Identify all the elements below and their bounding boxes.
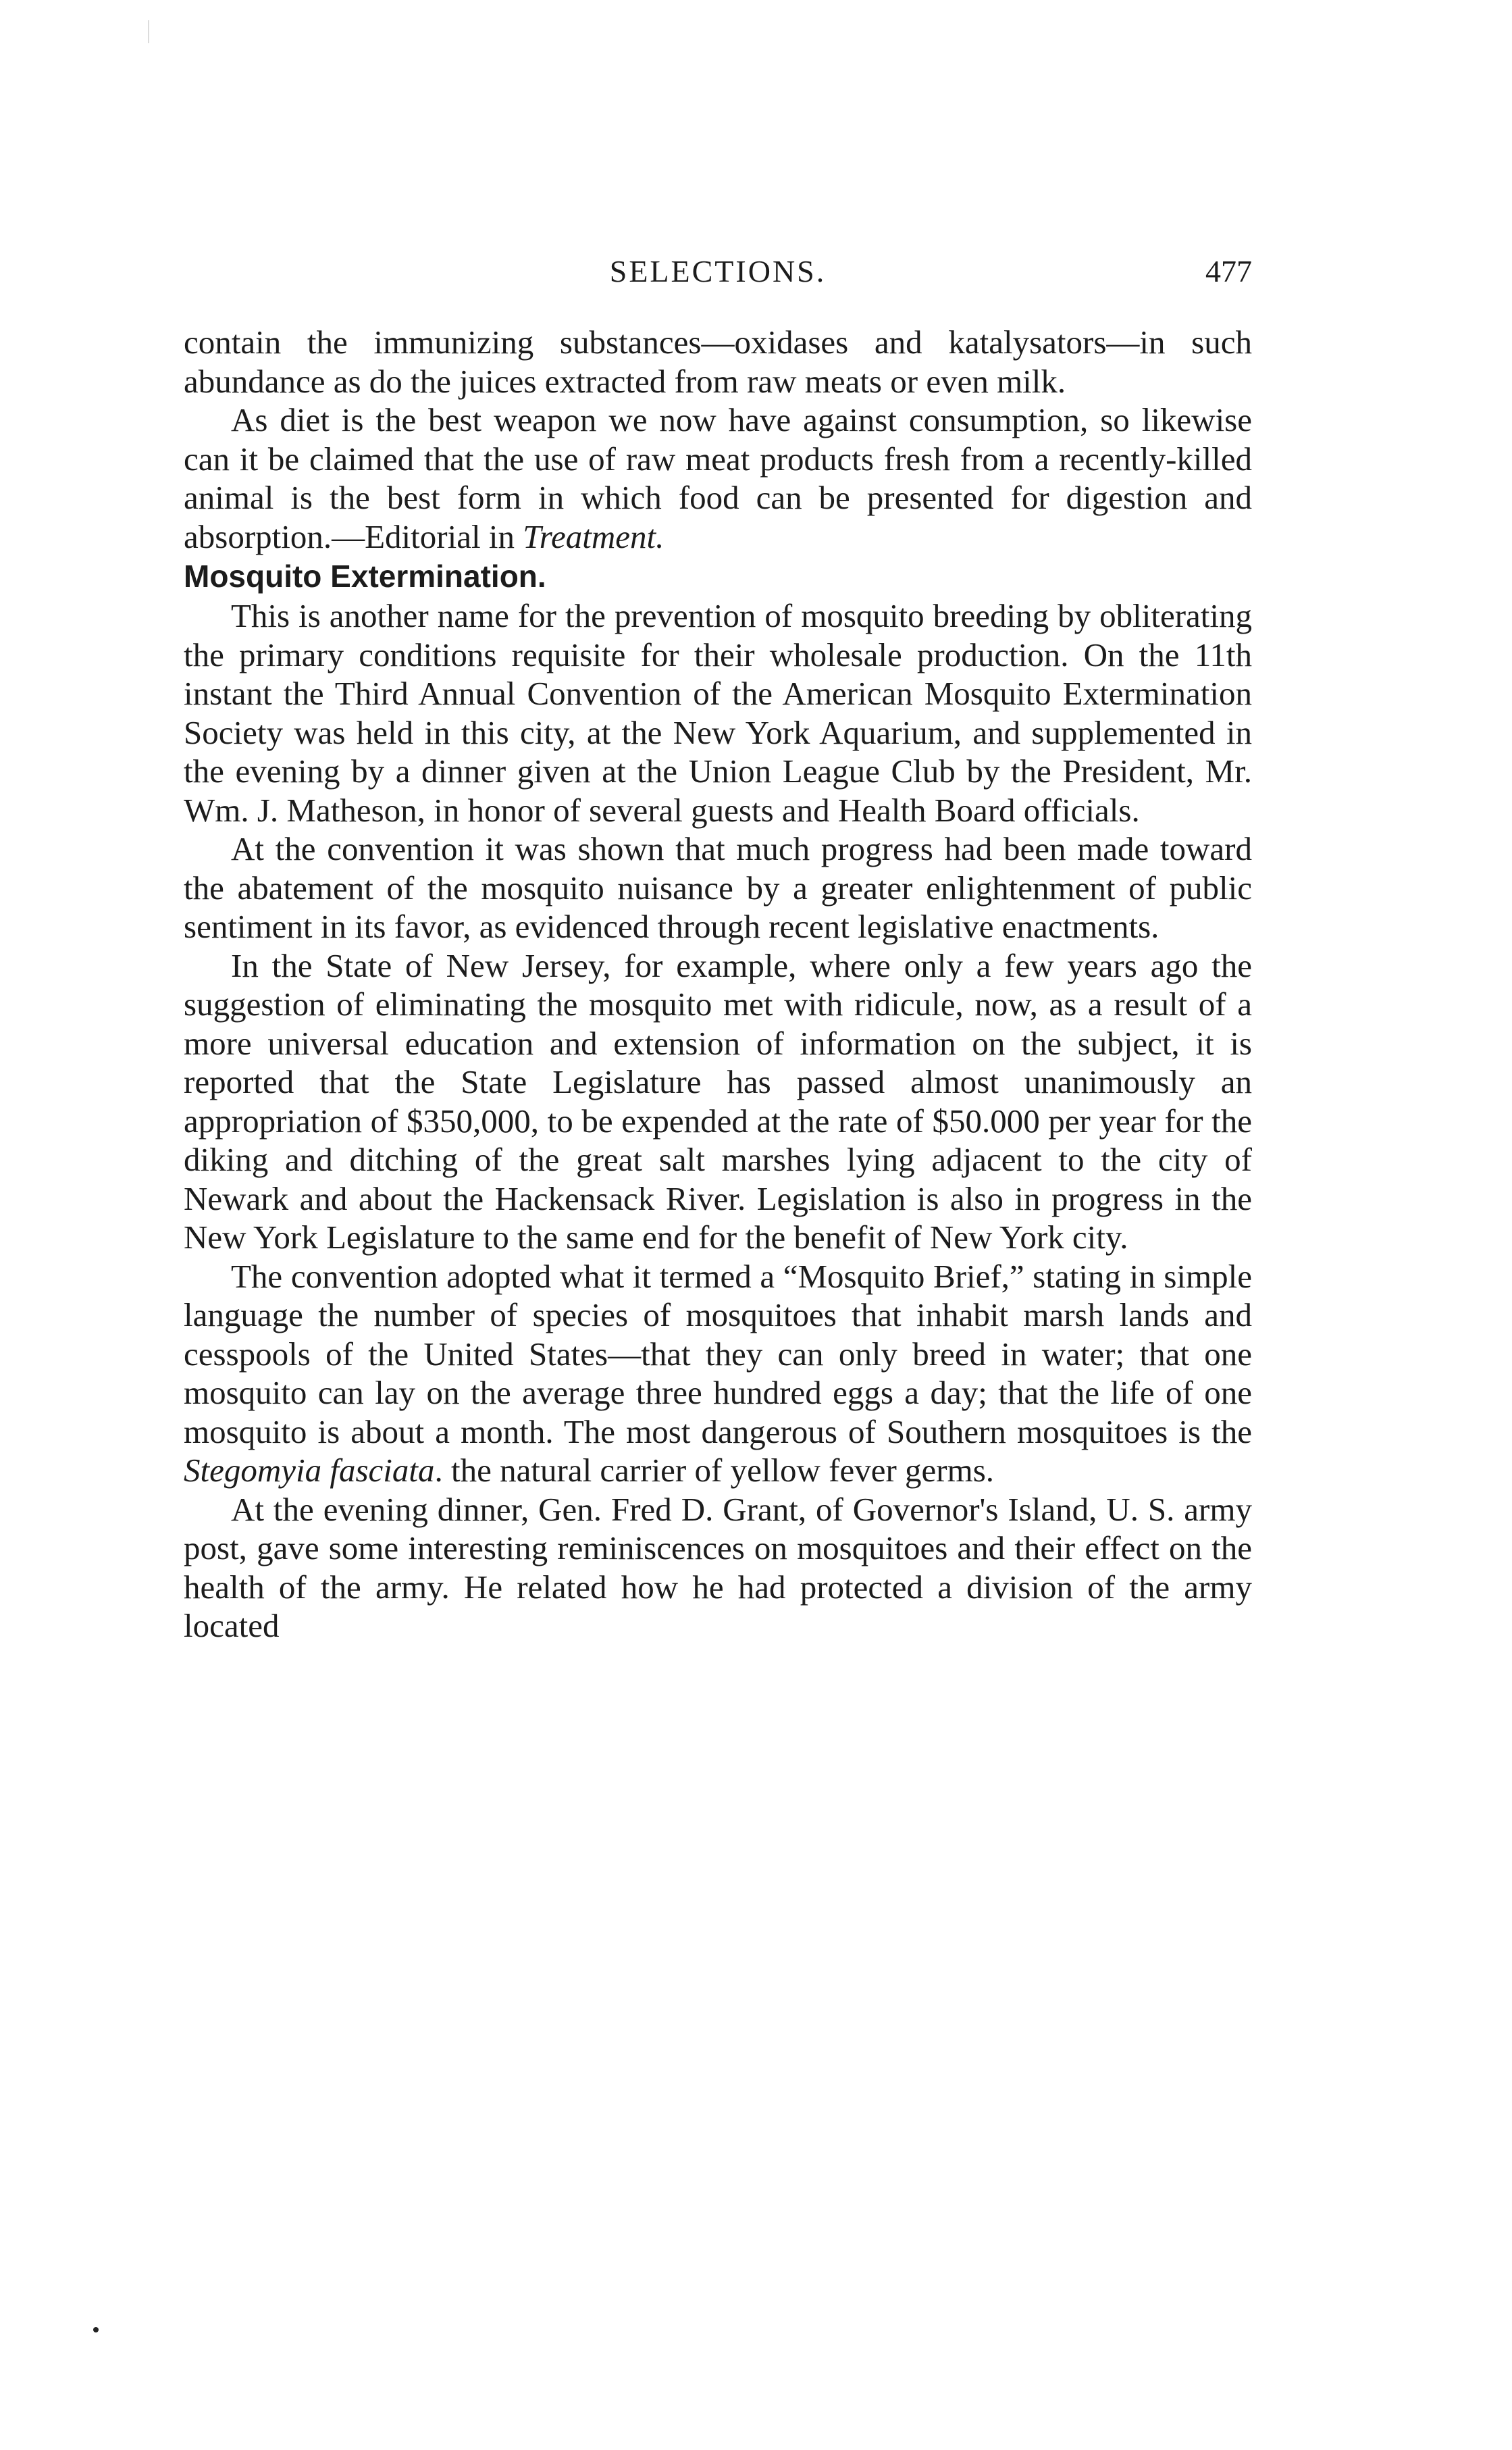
diet-paragraph-text: As diet is the best weapon we now have against consumption, so likewise can it be claimed that the use of raw meat products fresh from a recently-killed animal is the best form in which food can be presented for digestion and absorption.— [184,401,1252,555]
credit-prefix: Editorial in [365,517,523,555]
margin-dot [93,2327,99,2332]
paragraph-dinner: At the evening dinner, Gen. Fred D. Grant, of Governor's Island, U. S. army post, gave some interesting reminiscences on mosquitoes and their effect on the health of the army. He related how he had protected a division of the army located [184,1490,1252,1644]
brief-text-after: . the natural carrier of yellow fever germs. [434,1452,995,1489]
credit-source: Treatment. [523,517,664,555]
paragraph-mosquito-brief [184,1257,1252,1490]
continued-paragraph: contain the immunizing substances—oxidases and katalysators—in such abundance as do the juices extracted from raw meats or even milk. [184,324,1252,400]
paragraph-progress: At the convention it was shown that much progress had been made toward the abatement of the mosquito nuisance by a greater enlightenment of public sentiment in its favor, as evidenced through recent legislative enactments. [184,830,1252,945]
running-head [184,251,1252,292]
paragraph-new-jersey: In the State of New Jersey, for example, where only a few years ago the suggestion of eliminating the mosquito met with ridicule, now, as a result of a more universal education and extension of information on the subject, it is reported that the State Legislature has passed almost unanimously an appropriation of $350,000, to be expended at the rate of $50.000 per year for the diking and ditching of the great salt marshes lying adjacent to the city of Newark and about the Hackensack River. Legislation is also in progress in the New York Legislature to the same end for the benefit of New York city. [184,946,1252,1256]
species-name: Stegomyia fasciata [184,1452,435,1489]
scan-edge-mark [148,20,149,43]
body-text [184,323,1252,1645]
paragraph-society: This is another name for the prevention of mosquito breeding by obliterating the primary conditions requisite for their wholesale production. On the 11th instant the Third Annual Convention of the American Mosquito Extermination Society was held in this city, at the New York Aquarium, and supplemented in the evening by a dinner given at the Union League Club by the President, Mr. Wm. J. Matheson, in honor of several guests and Health Board officials. [184,597,1252,829]
page-number: 477 [1205,254,1252,288]
diet-paragraph [184,401,1252,556]
brief-text-before: The convention adopted what it termed a “Mosquito Brief,” stating in simple language the number of species of mosquitoes that inhabit marsh lands and cesspools of the United States—that they can only breed in water; that one mosquito can lay on the average three hundred eggs a day; that the life of one mosquito is about a month. The most dangerous of Southern mosquitoes is the [184,1257,1252,1450]
section-heading: Mosquito Extermination. [184,559,546,594]
running-title: SELECTIONS. [609,254,827,288]
